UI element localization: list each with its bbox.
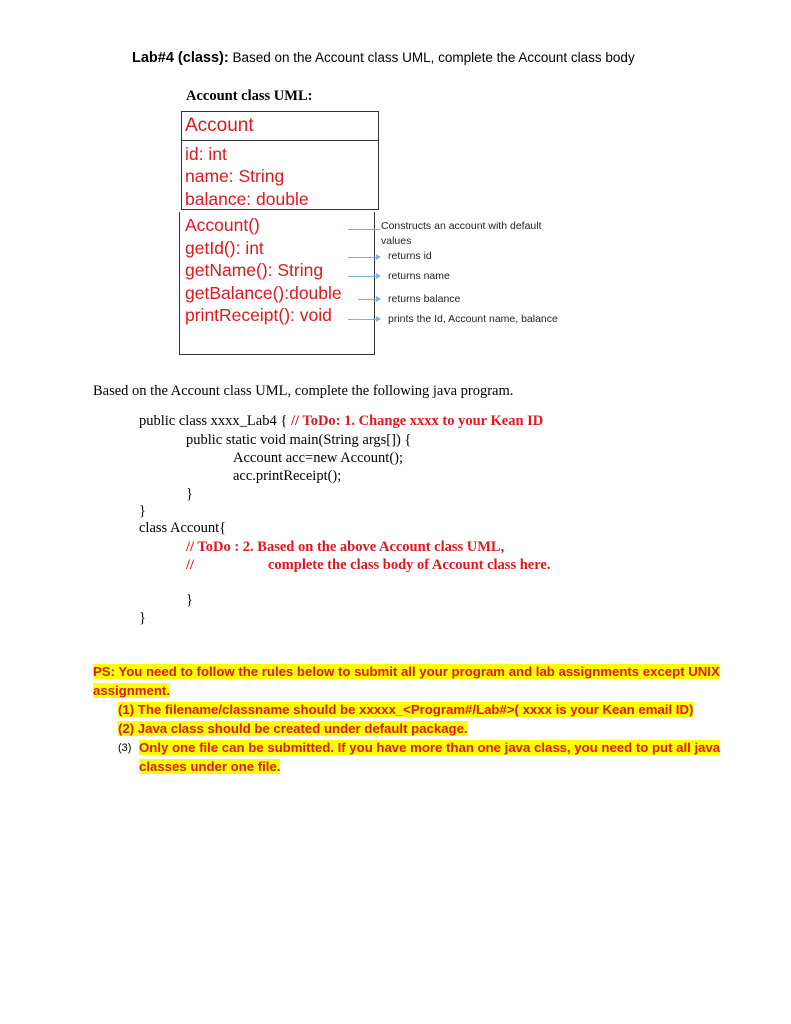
code-line-2: public static void main(String args[]) { — [186, 432, 412, 448]
annotation-getbalance: returns balance — [388, 293, 461, 305]
ps-rule-3-line-2 — [139, 759, 280, 774]
uml-methods — [179, 212, 375, 355]
annotation-getid: returns id — [388, 250, 432, 262]
todo-comment-1: // ToDo: 1. Change xxxx to your Kean ID — [290, 413, 544, 429]
ps-text-2: assignment. — [93, 683, 170, 698]
ps-text-1: PS: You need to follow the rules below to submit all your program and lab assignments except UNIX — [93, 664, 720, 679]
uml-attribute-balance: balance: double — [185, 188, 309, 209]
code-line-6: } — [139, 503, 146, 519]
lab-label: Lab#4 (class): — [132, 50, 229, 66]
todo-comment-3: complete the class body of Account class here. — [268, 557, 551, 573]
ps-line-2 — [93, 683, 170, 698]
uml-method-getid: getId(): int — [185, 237, 264, 258]
ps-rule-3-text-1: Only one file can be submitted. If you have more than one java class, you need to put all java — [139, 740, 721, 755]
ps-rule-3-number: (3) — [118, 742, 132, 754]
ps-line-1 — [93, 664, 720, 679]
arrow-head-icon — [376, 296, 381, 302]
uml-attributes — [181, 140, 379, 210]
ps-rule-3-text-2: classes under one file. — [139, 759, 281, 774]
uml-caption: Account class UML: — [186, 88, 313, 104]
arrow-line — [348, 229, 380, 230]
lab-description: Based on the Account class UML, complete the Account class body — [228, 50, 635, 65]
code-class-decl: public class xxxx_Lab4 { — [139, 413, 291, 429]
ps-rule-1-text: (1) The filename/classname should be xxxxx_<Program#/Lab#>( xxxx is your Kean email ID) — [118, 702, 694, 717]
uml-diagram — [179, 111, 379, 210]
arrow-head-icon — [376, 254, 381, 260]
todo-comment-2: // ToDo : 2. Based on the above Account class UML, — [186, 539, 505, 555]
uml-method-getbalance: getBalance():double — [185, 282, 342, 303]
arrow-line — [348, 319, 376, 320]
uml-attribute-id: id: int — [185, 143, 227, 164]
uml-method-printreceipt: printReceipt(): void — [185, 305, 332, 325]
intro-text: Based on the Account class UML, complete the following java program. — [93, 383, 514, 399]
code-line-5: } — [186, 486, 193, 502]
code-line-7: class Account{ — [139, 520, 227, 536]
code-line-11: } — [139, 610, 146, 626]
arrow-head-icon — [376, 273, 381, 279]
annotation-getname: returns name — [388, 270, 450, 282]
arrow-line — [348, 257, 376, 258]
code-line-10: } — [186, 592, 193, 608]
code-line-1 — [139, 413, 543, 430]
annotation-constructor-line1: Constructs an account with default — [381, 220, 542, 232]
arrow-line — [348, 276, 376, 277]
uml-class-name: Account — [181, 111, 379, 141]
annotation-printreceipt: prints the Id, Account name, balance — [388, 313, 558, 325]
code-line-3: Account acc=new Account(); — [233, 450, 404, 466]
arrow-line — [358, 299, 376, 300]
uml-method-constructor: Account() — [185, 215, 260, 235]
uml-method-getname: getName(): String — [185, 260, 324, 280]
ps-rule-1 — [118, 702, 693, 717]
ps-rule-2 — [118, 721, 468, 736]
page-title — [132, 50, 635, 66]
code-line-4: acc.printReceipt(); — [233, 468, 342, 484]
todo-comment-3-slashes: // — [186, 557, 195, 573]
arrow-head-icon — [376, 316, 381, 322]
uml-attribute-name: name: String — [185, 166, 285, 186]
annotation-constructor-line2: values — [381, 235, 412, 247]
ps-rule-3-line-1 — [139, 740, 720, 755]
ps-rule-2-text: (2) Java class should be created under default package. — [118, 721, 468, 736]
